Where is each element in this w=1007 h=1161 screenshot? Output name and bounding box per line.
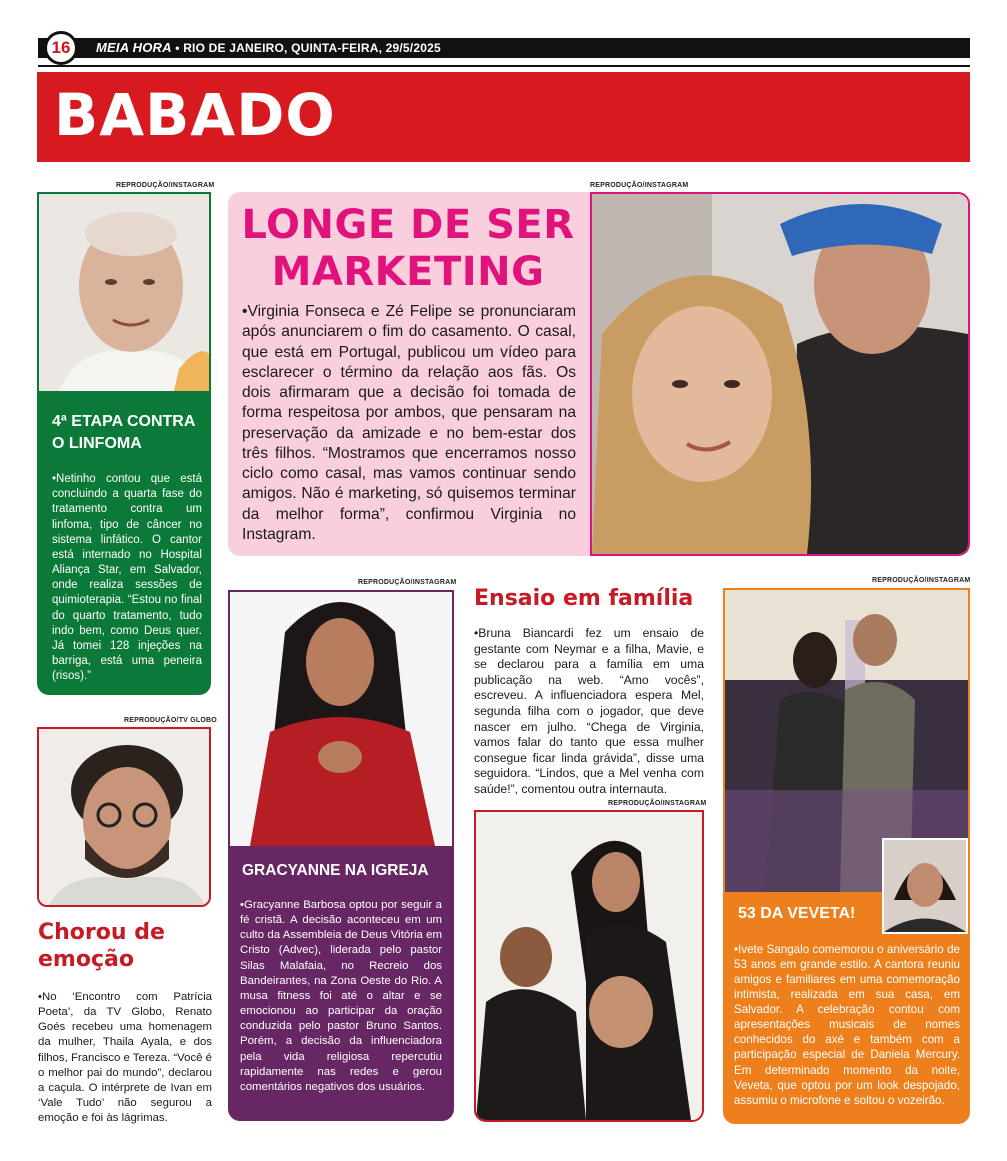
bruna-photo-credit: REPRODUÇÃO/INSTAGRAM [608, 800, 707, 807]
netinho-photo-credit: REPRODUÇÃO/INSTAGRAM [116, 182, 215, 189]
veveta-inset-photo [882, 838, 968, 934]
gracyanne-headline: GRACYANNE NA IGREJA [242, 862, 429, 879]
renato-photo [37, 727, 211, 907]
header-rule [38, 65, 970, 67]
netinho-body: •Netinho contou que está concluindo a quarta fase do tratamento contra um linfoma, tipo de câncer no sistema linfático. O cantor está internado no Hospital Aliança Star, em Salvador, onde realiza sessões de quimioterapia. “Estou no final do quarto tratamento, tudo indo bem, como Deus quer. Já tomei 128 injeções na barriga, está uma peneira (risos).” [52, 473, 202, 683]
renato-body: •No ‘Encontro com Patrícia Poeta’, da TV Globo, Renato Goés recebeu uma homenagem da mulher, Thaila Ayala, e dos filhos, Francisco e Tereza. “Você é o melhor pai do mundo”, declarou a caçula. O intérprete de Ivan em ‘Vale Tudo’ não segurou a emoção e foi às lágrimas. [38, 991, 212, 1125]
gracyanne-photo [230, 592, 452, 846]
netinho-photo [39, 194, 209, 391]
dateline-text: • RIO DE JANEIRO, QUINTA-FEIRA, 29/5/2025 [171, 41, 441, 55]
veveta-body: •Ivete Sangalo comemorou o aniversário de 53 anos em grande estilo. A cantora reuniu amigos e familiares em uma comemoração intimista, realizada em sua casa, em Salvador. A celebração contou com apresentações musicais de nomes conhecidos do axé e também com a participação especial de Daniela Mercury. Em determinado momento da noite, Veveta, que optou por um look despojado, assumiu o microfone e soltou o vozeirão. [734, 943, 960, 1107]
virginia-body: •Virginia Fonseca e Zé Felipe se pronunciaram após anunciarem o fim do casamento. O casal, que está em Portugal, publicou um vídeo para esclarecer o término da relação aos fãs. Os dois afirmaram que a decisão foi tomada de forma respeitosa por ambos, que pensaram na preservação da amizade e no bem-estar dos três filhos. “Mostramos que encerramos nosso ciclo como casal, mas vamos continuar sendo amigos. Não é marketing, só quisemos terminar da melhor forma”, confirmou Virginia no Instagram. [242, 303, 576, 543]
dateline [96, 40, 441, 55]
virginia-photo-credit: REPRODUÇÃO/INSTAGRAM [590, 182, 689, 189]
bruna-headline: Ensaio em família [474, 586, 694, 611]
veveta-photo-credit: REPRODUÇÃO/INSTAGRAM [872, 577, 971, 584]
netinho-headline: 4ª ETAPA CONTRA O LINFOMA [52, 413, 195, 453]
gracyanne-photo-credit: REPRODUÇÃO/INSTAGRAM [358, 579, 457, 586]
page-number: 16 [44, 31, 78, 65]
virginia-photo [590, 192, 970, 556]
section-title: BABADO [54, 81, 336, 149]
gracyanne-body: •Gracyanne Barbosa optou por seguir a fé cristã. A decisão aconteceu em um culto da Assembleia de Deus Vitória em Cristo (Advec), liderada pelo pastor Silas Malafaia, no Recreio dos Bandeirantes, na Zona Oeste do Rio. A musa fitness foi até o altar e se emocionou ao participar da oração conduzida pelo pastor Bruno Santos. Porém, a decisão da influenciadora pela vida religiosa repercutiu rapidamente nas redes e gerou comentários negativos dos usuários. [240, 899, 442, 1093]
bruna-body: •Bruna Biancardi fez um ensaio de gestante com Neymar e a filha, Mavie, e se declarou para a família em uma publicação na web. “Amo vocês”, escreveu. A influenciadora espera Mel, segunda filha com o jogador, que deve nascer em julho. “Chega de Virginia, vamos falar do tanto que essa mulher consegue ficar linda grávida”, disse uma seguidora. “Lindos, que a Mel venha com saúde!”, comentou outra internauta. [474, 626, 704, 797]
bruna-photo [474, 810, 704, 1122]
veveta-headline: 53 DA VEVETA! [738, 905, 856, 922]
renato-photo-credit: REPRODUÇÃO/TV GLOBO [124, 717, 217, 724]
renato-headline: Chorou de emoção [38, 920, 165, 972]
virginia-headline: LONGE DE SER MARKETING [241, 202, 575, 295]
brand-name: MEIA HORA [96, 40, 172, 55]
